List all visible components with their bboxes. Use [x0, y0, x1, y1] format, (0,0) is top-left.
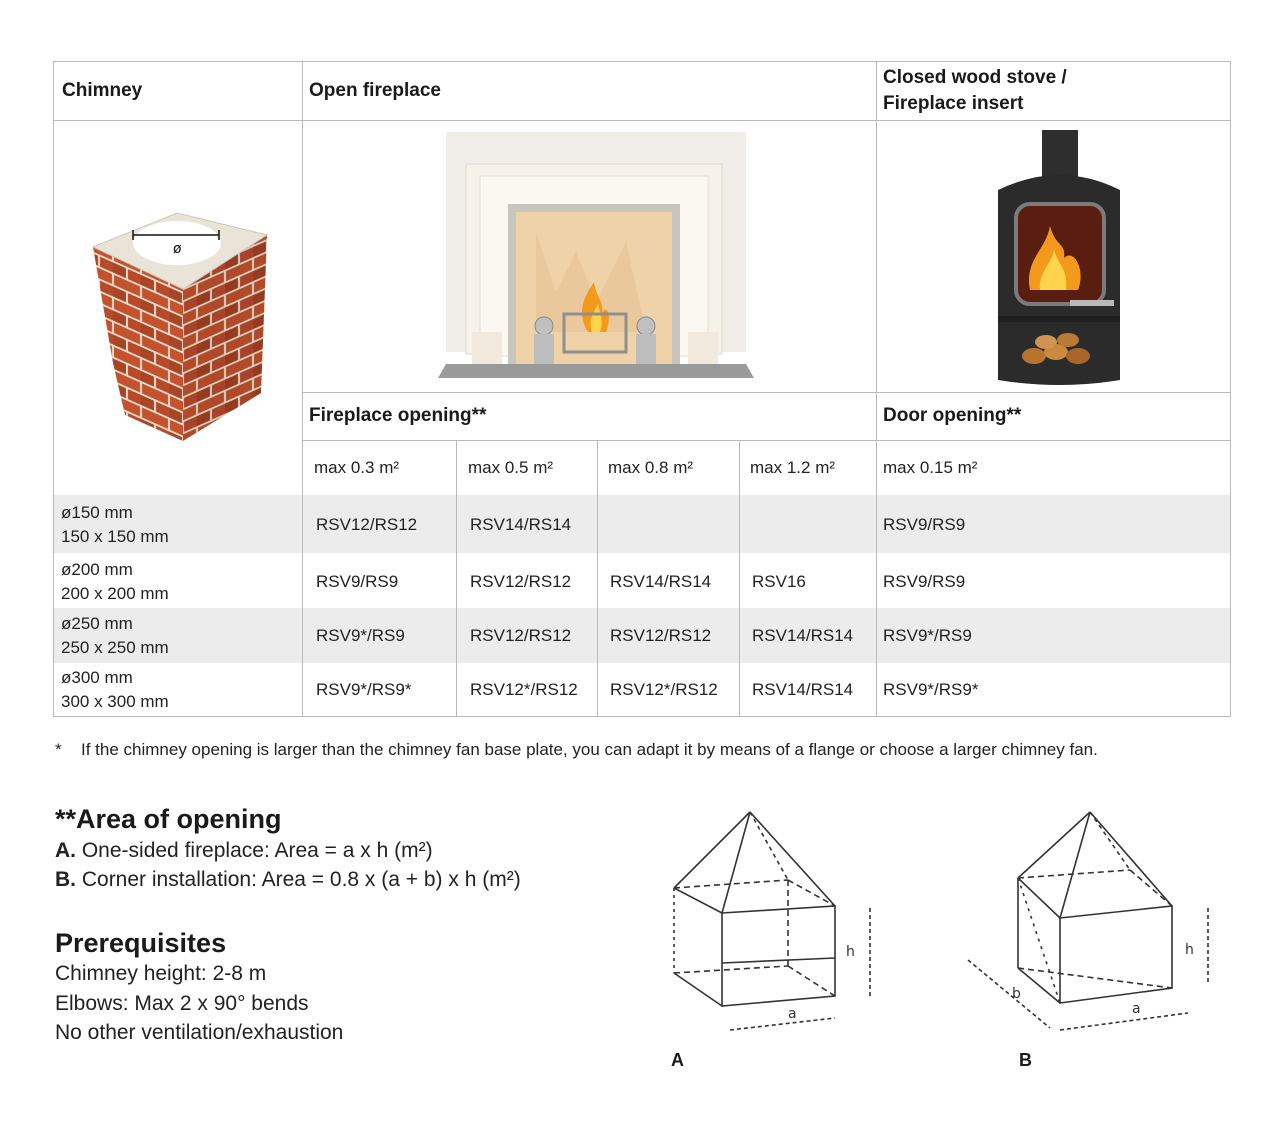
open-fireplace-illustration	[436, 132, 756, 382]
header-closed-stove	[883, 65, 1067, 117]
row-label-300	[61, 666, 169, 714]
table-cell: RSV12/RS12	[470, 626, 572, 645]
area-a-label: A.	[55, 839, 76, 862]
table-cell: RSV14/RS14	[470, 515, 572, 534]
area-a-text: One-sided fireplace: Area = a x h (m²)	[81, 839, 433, 862]
row-size: 150 x 150 mm	[61, 527, 169, 546]
table-cell: RSV9*/RS9*	[316, 680, 412, 699]
prerequisite-item: No other ventilation/exhaustion	[55, 1021, 344, 1044]
row-label-150	[61, 501, 169, 549]
row-label-250	[61, 612, 169, 660]
prerequisites-title: Prerequisites	[55, 928, 227, 958]
figure-a-one-sided-diagram	[660, 808, 890, 1048]
figure-b-label: B	[1019, 1050, 1032, 1070]
header-closed-stove-line1: Closed wood stove /	[883, 67, 1067, 88]
header-closed-stove-line2: Fireplace insert	[883, 93, 1024, 114]
row-band-150	[53, 495, 1231, 553]
table-cell: RSV12*/RS12	[610, 680, 718, 699]
dimension-h-label: h	[1185, 942, 1194, 958]
area-b-text: Corner installation: Area = 0.8 x (a + b) x h (m²)	[81, 868, 521, 891]
col-max-05: max 0.5 m²	[468, 458, 554, 477]
table-cell: RSV9*/RS9	[883, 626, 972, 645]
row-diameter: ø150 mm	[61, 503, 133, 522]
figure-b-corner-diagram	[960, 808, 1210, 1048]
col-max-03: max 0.3 m²	[314, 458, 400, 477]
table-cell: RSV14/RS14	[610, 572, 712, 591]
table-cell: RSV12*/RS12	[470, 680, 578, 699]
row-size: 300 x 300 mm	[61, 692, 169, 711]
row-label-200	[61, 558, 169, 606]
table-cell: RSV12/RS12	[610, 626, 712, 645]
area-b-label: B.	[55, 868, 76, 891]
table-cell: RSV9*/RS9	[316, 626, 405, 645]
table-cell: RSV16	[752, 572, 806, 591]
figure-a-label: A	[671, 1050, 684, 1070]
table-cell: RSV14/RS14	[752, 626, 854, 645]
prerequisite-item: Chimney height: 2-8 m	[55, 962, 267, 985]
row-size: 200 x 200 mm	[61, 584, 169, 603]
dimension-b-label: b	[1012, 986, 1021, 1002]
table-cell: RSV12/RS12	[470, 572, 572, 591]
table-cell: RSV9/RS9	[316, 572, 399, 591]
dimension-h-label: h	[846, 944, 855, 960]
row-diameter: ø300 mm	[61, 668, 133, 687]
diameter-symbol: ø	[173, 241, 182, 257]
header-chimney: Chimney	[62, 80, 143, 101]
table-cell: RSV12/RS12	[316, 515, 418, 534]
area-line-b	[55, 868, 521, 892]
row-size: 250 x 250 mm	[61, 638, 169, 657]
table-cell: RSV14/RS14	[752, 680, 854, 699]
dimension-a-label: a	[1132, 1001, 1141, 1017]
chimney-illustration	[85, 213, 275, 443]
subheader-door-opening: Door opening**	[883, 405, 1022, 426]
col-max-08: max 0.8 m²	[608, 458, 694, 477]
col-max-12: max 1.2 m²	[750, 458, 836, 477]
area-title: **Area of opening	[55, 804, 282, 834]
row-diameter: ø250 mm	[61, 614, 133, 633]
header-open-fireplace: Open fireplace	[309, 80, 441, 101]
footnote	[55, 740, 1098, 760]
area-line-a	[55, 839, 433, 863]
table-cell: RSV9/RS9	[883, 515, 966, 534]
col-max-015: max 0.15 m²	[883, 458, 978, 477]
footnote-text: If the chimney opening is larger than the chimney fan base plate, you can adapt it by means of a flange or choose a larger chimney fan.	[81, 740, 1098, 759]
table-cell: RSV9/RS9	[883, 572, 966, 591]
prerequisite-item: Elbows: Max 2 x 90° bends	[55, 992, 309, 1015]
wood-stove-illustration	[994, 130, 1124, 385]
footnote-marker: *	[55, 740, 62, 759]
row-diameter: ø200 mm	[61, 560, 133, 579]
table-cell: RSV9*/RS9*	[883, 680, 979, 699]
subheader-fireplace-opening: Fireplace opening**	[309, 405, 487, 426]
dimension-a-label: a	[788, 1006, 797, 1022]
